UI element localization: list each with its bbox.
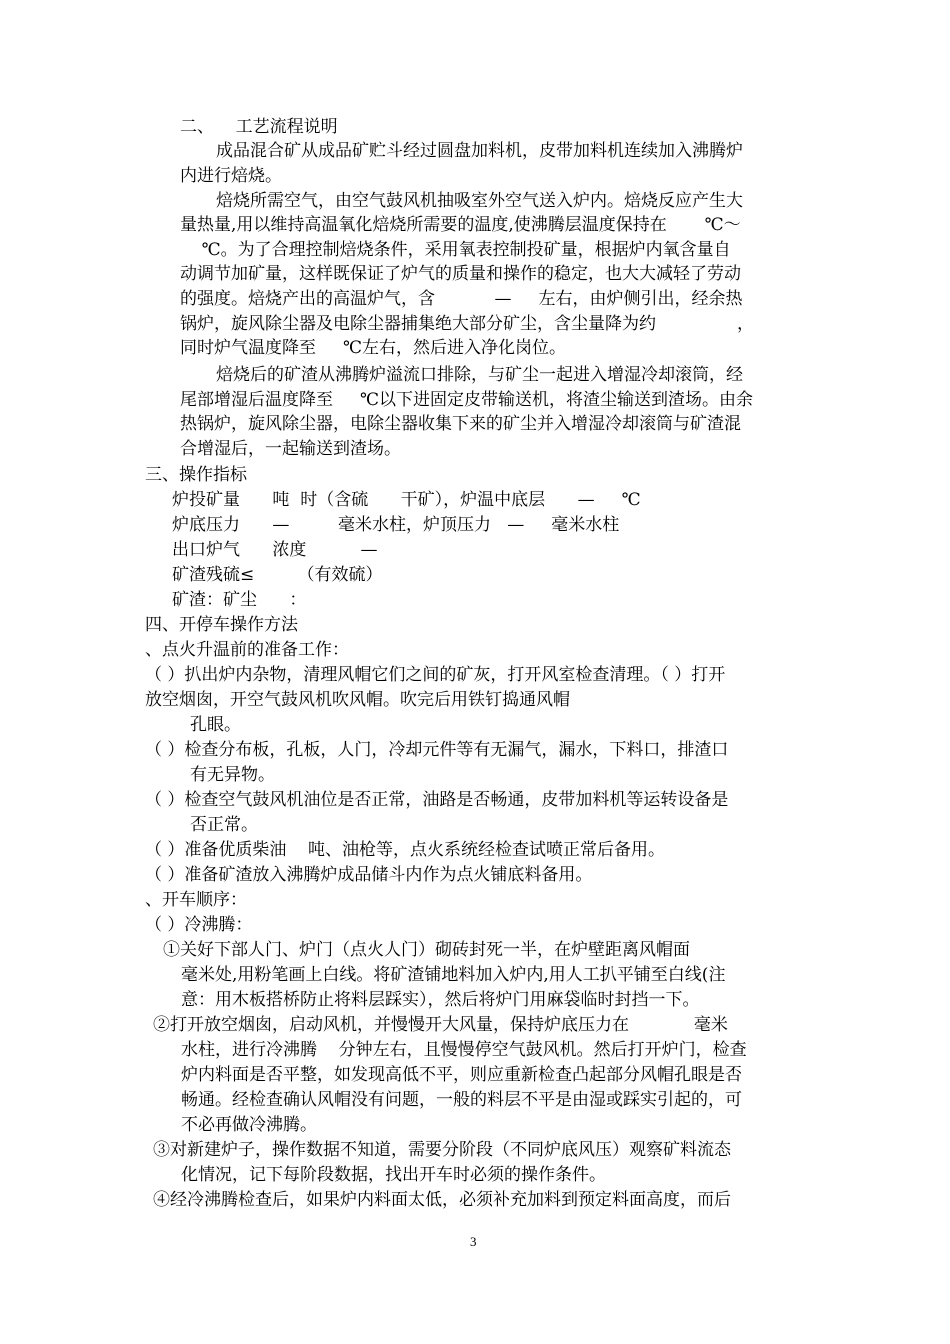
text-line: 有无异物。 [190, 765, 275, 785]
section-heading: 三、操作指标 [145, 465, 247, 485]
text-line: 成品混合矿从成品矿贮斗经过圆盘加料机，皮带加料机连续加入沸腾炉 [216, 141, 743, 161]
list-item: （ ）冷沸腾： [145, 915, 253, 935]
list-item: ④经冷沸腾检查后，如果炉内料面太低，必须补充加料到预定料面高度，而后 [153, 1190, 731, 1210]
subsection-heading: 、开车顺序： [145, 890, 247, 910]
text-line: 同时炉气温度降至 ℃左右，然后进入净化岗位。 [180, 338, 567, 358]
list-item: ③对新建炉子，操作数据不知道，需要分阶段（不同炉底风压）观察矿料流态 [153, 1140, 731, 1160]
text-line: ℃。为了合理控制焙烧条件，采用氧表控制投矿量，根据炉内氧含量自 [180, 240, 731, 260]
text-line: 不必再做冷沸腾。 [181, 1115, 317, 1135]
list-item: （ ）检查分布板，孔板，人门，冷却元件等有无漏气，漏水，下料口，排渣口 [145, 740, 729, 760]
text-line: 尾部增湿后温度降至 ℃以下进固定皮带输送机，将渣尘输送到渣场。由余 [180, 390, 754, 410]
section-heading: 二、 工艺流程说明 [180, 117, 338, 137]
text-line: 内进行焙烧。 [180, 166, 282, 186]
text-line: 的强度。焙烧产出的高温炉气，含 — 左右，由炉侧引出，经余热 [180, 289, 743, 309]
text-line: 化情况，记下每阶段数据，找出开车时必须的操作条件。 [181, 1165, 606, 1185]
list-item: （ ）检查空气鼓风机油位是否正常，油路是否畅通，皮带加料机等运转设备是 [145, 790, 729, 810]
text-line: 水柱，进行冷沸腾 分钟左右，且慢慢停空气鼓风机。然后打开炉门，检查 [181, 1040, 747, 1060]
text-line: 毫米处,用粉笔画上白线。将矿渣铺地料加入炉内,用人工扒平铺至白线(注 [181, 965, 726, 985]
text-line: 热锅炉，旋风除尘器，电除尘器收集下来的矿尘并入增湿冷却滚筒与矿渣混 [180, 414, 741, 434]
text-line: 否正常。 [190, 815, 258, 835]
text-line: 炉内料面是否平整，如发现高低不平，则应重新检查凸起部分风帽孔眼是否 [181, 1065, 742, 1085]
text-line: 放空烟囱，开空气鼓风机吹风帽。吹完后用铁钉捣通风帽 [145, 690, 570, 710]
text-line: 矿渣残硫≤ （有效硫） [172, 565, 383, 585]
text-line: 意：用木板搭桥防止将料层踩实），然后将炉门用麻袋临时封挡一下。 [181, 990, 700, 1010]
text-line: 畅通。经检查确认风帽没有问题，一般的料层不平是由湿或踩实引起的，可 [181, 1090, 742, 1110]
list-item: ②打开放空烟囱，启动风机，并慢慢开大风量，保持炉底压力在 毫米 [153, 1015, 728, 1035]
text-line: 炉投矿量 吨 时（含硫 干矿），炉温中底层 — ℃ [172, 490, 641, 510]
section-heading: 四、开停车操作方法 [145, 615, 298, 635]
text-line: 矿渣：矿尘 ： [172, 590, 307, 610]
text-line: 出口炉气 浓度 — [172, 540, 378, 560]
text-line: 孔眼。 [190, 715, 241, 735]
list-item: （ ）准备优质柴油 吨、油枪等，点火系统经检查试喷正常后备用。 [145, 840, 666, 860]
text-line: 锅炉，旋风除尘器及电除尘器捕集绝大部分矿尘，含尘量降为约 ， [180, 314, 755, 334]
text-line: 炉底压力 — 毫米水柱，炉顶压力 — 毫米水柱 [172, 515, 620, 535]
page-number: 3 [470, 1234, 477, 1249]
text-line: 焙烧后的矿渣从沸腾炉溢流口排除，与矿尘一起进入增湿冷却滚筒，经 [216, 365, 743, 385]
text-line: 焙烧所需空气，由空气鼓风机抽吸室外空气送入炉内。焙烧反应产生大 [216, 191, 743, 211]
text-line: 合增湿后，一起输送到渣场。 [180, 439, 401, 459]
text-line: 动调节加矿量，这样既保证了炉气的质量和操作的稳定，也大大减轻了劳动 [180, 264, 741, 284]
text-line: 量热量,用以维持高温氧化焙烧所需要的温度,使沸腾层温度保持在 ℃～ [180, 215, 741, 235]
subsection-heading: 、点火升温前的准备工作： [145, 640, 349, 660]
list-item: （ ）准备矿渣放入沸腾炉成品储斗内作为点火铺底料备用。 [145, 865, 593, 885]
list-item: ①关好下部人门、炉门（点火人门）砌砖封死一半，在炉壁距离风帽面 [163, 940, 690, 960]
list-item: （ ）扒出炉内杂物，清理风帽它们之间的矿灰，打开风室检查清理。（ ）打开 [145, 665, 726, 685]
